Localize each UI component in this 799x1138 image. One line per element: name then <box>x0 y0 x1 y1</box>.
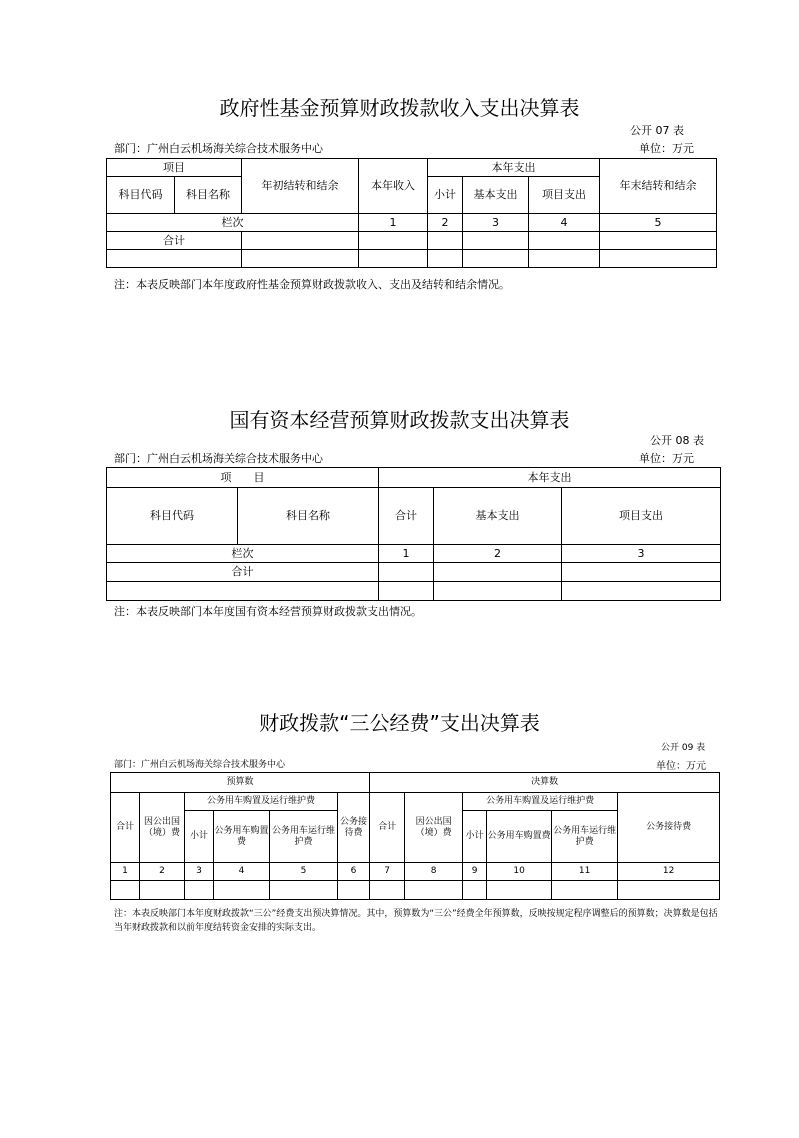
s2-unit: 单位：万元 <box>639 452 694 465</box>
s3-cell <box>185 881 214 900</box>
s3-header-final-abroad: 因公出国（境）费 <box>405 793 463 863</box>
s3-cell <box>140 881 185 900</box>
s2-col-num: 1 <box>379 545 434 563</box>
s3-col-num: 2 <box>140 863 185 881</box>
s1-header-income: 本年收入 <box>359 159 428 214</box>
s1-header-end-balance: 年末结转和结余 <box>600 159 717 214</box>
s1-cell <box>529 250 600 268</box>
s3-header-budget-vehicle-group: 公务用车购置及运行维护费 <box>185 793 338 811</box>
s2-header-subject-code: 科目代码 <box>107 488 238 545</box>
s2-col-num: 3 <box>562 545 721 563</box>
s2-cell <box>434 563 562 582</box>
s3-col-num: 3 <box>185 863 214 881</box>
s3-header-budget-reception: 公务接待费 <box>338 793 370 863</box>
s1-cell <box>600 250 717 268</box>
s3-cell <box>487 881 552 900</box>
s3-header-final-total: 合计 <box>370 793 405 863</box>
s3-col-num: 5 <box>270 863 338 881</box>
s3-header-final-vehicle-group: 公务用车购置及运行维护费 <box>463 793 618 811</box>
s3-header-final-subtotal: 小计 <box>463 811 487 863</box>
s1-header-project: 项目支出 <box>529 177 600 214</box>
s1-note: 注：本表反映部门本年度政府性基金预算财政拨款收入、支出及结转和结余情况。 <box>114 278 510 291</box>
s1-row-column-label: 栏次 <box>107 214 359 232</box>
s3-header-budget-vehicle-buy: 公务用车购置费 <box>214 811 270 863</box>
s1-col-num: 4 <box>529 214 600 232</box>
s1-header-basic: 基本支出 <box>463 177 529 214</box>
s1-cell <box>428 232 463 250</box>
s3-header-budget-total: 合计 <box>111 793 140 863</box>
s3-col-num: 11 <box>552 863 618 881</box>
s1-title: 政府性基金预算财政拨款收入支出决算表 <box>219 96 580 120</box>
s1-unit: 单位：万元 <box>639 142 694 155</box>
s2-table-code: 公开 08 表 <box>650 434 704 447</box>
s3-header-budget: 预算数 <box>111 773 370 793</box>
s3-cell <box>214 881 270 900</box>
s1-header-begin-balance: 年初结转和结余 <box>242 159 359 214</box>
s3-title: 财政拨款“三公经费”支出决算表 <box>259 711 540 735</box>
s3-header-final-reception: 公务接待费 <box>618 793 720 863</box>
s2-cell <box>562 582 721 601</box>
s3-department: 部门：广州白云机场海关综合技术服务中心 <box>114 760 286 770</box>
s3-unit: 单位：万元 <box>656 761 706 772</box>
s3-col-num: 10 <box>487 863 552 881</box>
s3-cell <box>552 881 618 900</box>
s1-col-num: 3 <box>463 214 529 232</box>
s1-cell <box>529 232 600 250</box>
s3-cell <box>270 881 338 900</box>
s1-table-code: 公开 07 表 <box>630 124 684 137</box>
s1-col-num: 2 <box>428 214 463 232</box>
s3-table <box>110 772 720 900</box>
s1-header-expense: 本年支出 <box>428 159 600 177</box>
s3-col-num: 6 <box>338 863 370 881</box>
s3-cell <box>338 881 370 900</box>
s2-header-total: 合计 <box>379 488 434 545</box>
s3-col-num: 1 <box>111 863 140 881</box>
s2-table <box>106 467 721 601</box>
s2-title: 国有资本经营预算财政拨款支出决算表 <box>229 408 570 432</box>
s3-cell <box>405 881 463 900</box>
s1-cell <box>242 250 359 268</box>
s3-cell <box>463 881 487 900</box>
s3-header-budget-vehicle-run: 公务用车运行维护费 <box>270 811 338 863</box>
s3-table-code: 公开 09 表 <box>661 743 706 753</box>
s1-cell <box>463 250 529 268</box>
s1-cell <box>359 232 428 250</box>
s2-header-project: 项目支出 <box>562 488 721 545</box>
s1-department: 部门：广州白云机场海关综合技术服务中心 <box>114 142 323 155</box>
s2-row-column-label: 栏次 <box>107 545 379 563</box>
s1-header-subject-code: 科目代码 <box>107 177 175 214</box>
s1-cell <box>359 250 428 268</box>
s1-header-item: 项目 <box>107 159 242 177</box>
s1-total-label: 合计 <box>107 232 242 250</box>
s1-table <box>106 158 717 268</box>
s1-header-subject-name: 科目名称 <box>175 177 242 214</box>
s2-header-subject-name: 科目名称 <box>238 488 379 545</box>
s2-header-basic: 基本支出 <box>434 488 562 545</box>
s2-header-item: 项 目 <box>107 468 379 488</box>
s2-header-expense: 本年支出 <box>379 468 721 488</box>
s3-header-final-vehicle-buy: 公务用车购置费 <box>487 811 552 863</box>
s2-cell <box>562 563 721 582</box>
s3-col-num: 8 <box>405 863 463 881</box>
s3-header-budget-abroad: 因公出国（境）费 <box>140 793 185 863</box>
s1-header-subtotal: 小计 <box>428 177 463 214</box>
s3-header-final-vehicle-run: 公务用车运行维护费 <box>552 811 618 863</box>
s1-cell <box>463 232 529 250</box>
s3-cell <box>111 881 140 900</box>
s3-note: 注：本表反映部门本年度财政拨款“三公”经费支出预决算情况。其中，预算数为“三公”经费全年预算数，反映按规定程序调整后的预算数；决算数是包括当年财政拨款和以前年度结转资金安排的实际支出。 <box>114 909 718 933</box>
s3-col-num: 4 <box>214 863 270 881</box>
s3-col-num: 9 <box>463 863 487 881</box>
s3-header-budget-subtotal: 小计 <box>185 811 214 863</box>
s1-col-num: 1 <box>359 214 428 232</box>
s1-cell <box>107 250 242 268</box>
s1-cell <box>428 250 463 268</box>
s2-note: 注：本表反映部门本年度国有资本经营预算财政拨款支出情况。 <box>114 605 422 618</box>
s3-col-num: 12 <box>618 863 720 881</box>
s3-cell <box>618 881 720 900</box>
s2-cell <box>107 582 379 601</box>
s2-col-num: 2 <box>434 545 562 563</box>
s1-col-num: 5 <box>600 214 717 232</box>
s2-cell <box>379 582 434 601</box>
s2-cell <box>379 563 434 582</box>
s2-cell <box>434 582 562 601</box>
s3-cell <box>370 881 405 900</box>
s3-col-num: 7 <box>370 863 405 881</box>
s2-total-label: 合计 <box>107 563 379 582</box>
s1-cell <box>242 232 359 250</box>
s3-header-final: 决算数 <box>370 773 720 793</box>
s2-department: 部门：广州白云机场海关综合技术服务中心 <box>114 452 323 465</box>
s1-cell <box>600 232 717 250</box>
